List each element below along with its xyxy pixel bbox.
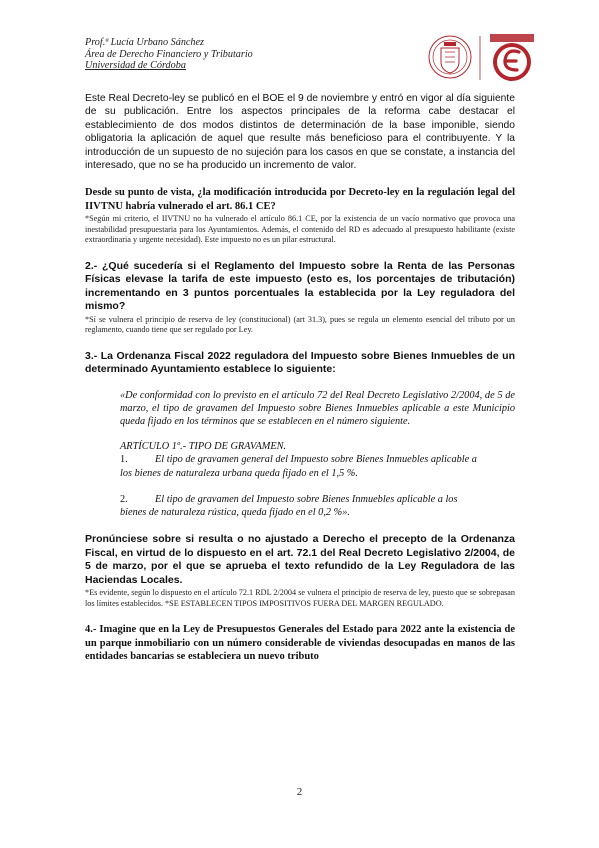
article-title: ARTÍCULO 1º.- TIPO DE GRAVAMEN. xyxy=(120,441,287,453)
page-content xyxy=(85,92,515,663)
question-1-text: Desde su punto de vista, ¿la modificación introducida por Decreto-ley en la regulación legal del IIVTNU habría vulnerado el art. 86.1 CE? xyxy=(85,187,515,212)
quote-item-2-number: 2. xyxy=(120,493,128,505)
header-department: Área de Derecho Financiero y Tributario xyxy=(85,48,253,60)
header-author: Prof.ª Lucía Urbano Sánchez xyxy=(85,37,205,48)
quote-intro: «De conformidad con lo previsto en el artículo 72 del Real Decreto Legislativo 2/2004, de 5 de marzo, el tipo de gravamen del Impuesto sobre Bienes Inmuebles aplicable a este Municipio queda fijado en los términos que se establecen en el número siguiente. xyxy=(120,389,515,428)
question-2-text: 2.- ¿Qué sucedería si el Reglamento del Impuesto sobre la Renta de las Personas Físicas elevase la tarifa de este impuesto (esto es, los porcentajes de tributación) incrementando en 3 puntos porcentuales la establecida por la Ley reguladora del mismo? xyxy=(85,260,515,313)
quote-item-1-continuation: los bienes de naturaleza urbana queda fijado en el 1,5 %. xyxy=(120,467,358,479)
question-3-prompt: Pronúnciese sobre si resulta o no ajustado a Derecho el precepto de la Ordenanza Fiscal, en virtud de lo dispuesto en el art. 72.1 del Real Decreto Legislativo 2/2004, de 5 de marzo, por el que se aprueba el texto refundido de la Ley Reguladora de las Haciendas Locales. xyxy=(85,533,515,586)
quote-item-1-text: El tipo de gravamen general del Impuesto sobre Bienes Inmuebles aplicable a xyxy=(155,454,477,466)
question-4-text: 4.- Imagine que en la Ley de Presupuestos Generales del Estado para 2022 ante la existencia de un parque inmobiliario con un número considerable de viviendas desocupadas en manos de las entidades bancarias se estableciera un nuevo tributo xyxy=(85,624,515,662)
answer-3-text: *Es evidente, según lo dispuesto en el artículo 72.1 RDL 2/2004 se vulnera el principio de reserva de ley, puesto que se sobrepasan los límites establecidos. *SE ESTABLECEN TIPOS IMPOSITIVOS FUERA DEL MARGEN REGULADO. xyxy=(85,587,515,608)
uco-e-logo xyxy=(490,34,534,81)
question-1 xyxy=(85,186,515,246)
answer-1-text: *Según mi criterio, el IIVTNU no ha vulnerado el artículo 86.1 CE, por la existencia de un vacío normativo que provoca una inestabilidad presupuestaria para los Ayuntamientos. Además, el contenido del RD es adecuado al presupuesto habilitante (existe extraordinaria y urgente necesidad). Este impuesto no es un pilar estructural. xyxy=(85,214,515,245)
quote-item-2-continuation: bienes de naturaleza rústica, queda fijado en el 0,2 %». xyxy=(120,507,350,519)
quote-item-2-text: El tipo de gravamen del Impuesto sobre Bienes Inmuebles aplicable a los xyxy=(155,493,458,505)
question-3-text: 3.- La Ordenanza Fiscal 2022 reguladora del Impuesto sobre Bienes Inmuebles de un determinado Ayuntamiento establece lo siguiente: xyxy=(85,349,515,376)
page-number: 2 xyxy=(296,786,303,798)
page-header xyxy=(85,37,385,72)
question-2 xyxy=(85,260,515,336)
ordinance-quote xyxy=(120,389,515,520)
question-4 xyxy=(85,623,515,663)
quote-item-2 xyxy=(120,493,515,506)
quote-item-1 xyxy=(120,453,515,466)
answer-2-text: *Sí se vulnera el principio de reserva de ley (constitucional) (art 31.3), pues se regula un elemento esencial del tributo por un reglamento, cuando tiene que ser regulado por Ley. xyxy=(85,314,515,335)
university-logos xyxy=(428,30,538,85)
header-university: Universidad de Córdoba xyxy=(85,60,186,72)
intro-paragraph: Este Real Decreto-ley se publicó en el BOE el 9 de noviembre y entró en vigor al día siguiente de su publicación. Entre los aspectos principales de la reforma cabe destacar el establecimiento de dos modos distintos de determinación de la base imponible, siendo obligatoria la aplicación de aquel que resulte más beneficioso para el contribuyente. Y la introducción de un supuesto de no sujeción para los casos en que se constate, a instancia del interesado, que no se ha producido un incremento de valor. xyxy=(85,93,515,172)
university-seal-logo xyxy=(429,36,471,78)
question-3 xyxy=(85,350,515,609)
quote-item-1-number: 1. xyxy=(120,454,128,466)
